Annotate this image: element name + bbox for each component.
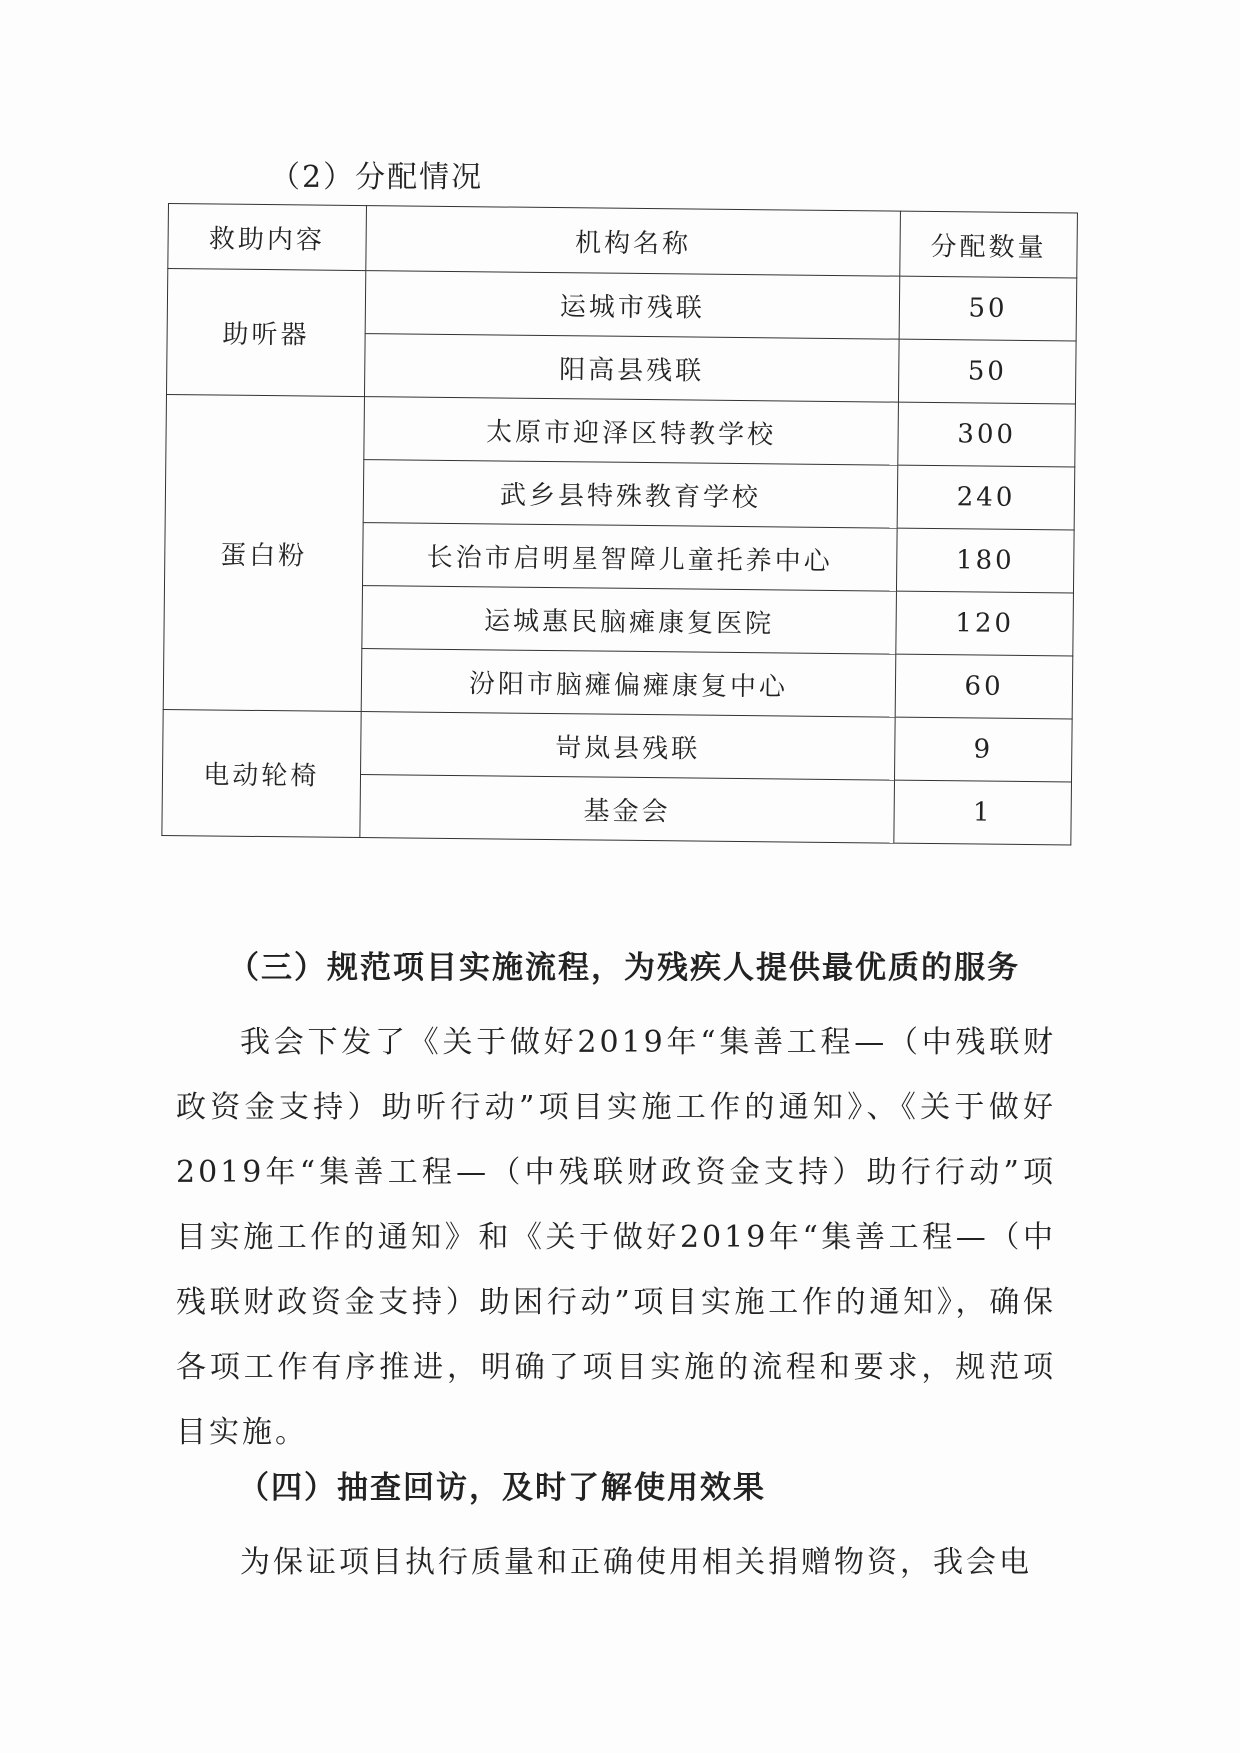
allocation-table xyxy=(161,203,1078,845)
table-row xyxy=(166,394,1076,467)
header-quantity: 分配数量 xyxy=(900,211,1078,278)
table-row xyxy=(167,269,1077,342)
qty-cell: 9 xyxy=(895,717,1073,782)
qty-cell: 180 xyxy=(897,528,1075,593)
qty-cell: 50 xyxy=(899,276,1077,341)
qty-cell: 60 xyxy=(895,654,1073,719)
section-4-body: 为保证项目执行质量和正确使用相关捐赠物资，我会电 xyxy=(240,1545,1032,1580)
qty-cell: 1 xyxy=(894,780,1072,845)
org-cell: 太原市迎泽区特教学校 xyxy=(364,397,899,466)
category-cell: 电动轮椅 xyxy=(162,709,361,837)
qty-cell: 50 xyxy=(899,339,1077,404)
org-cell: 阳高县残联 xyxy=(364,334,899,403)
org-cell: 运城市残联 xyxy=(365,271,900,340)
header-org-name: 机构名称 xyxy=(366,206,901,277)
section-4-title: （四）抽查回访，及时了解使用效果 xyxy=(238,1470,766,1506)
org-cell: 武乡县特殊教育学校 xyxy=(363,460,898,529)
category-cell: 蛋白粉 xyxy=(163,394,364,711)
org-cell: 运城惠民脑瘫康复医院 xyxy=(362,586,897,655)
table-header-row xyxy=(168,204,1078,279)
qty-cell: 300 xyxy=(898,402,1076,467)
header-aid-content: 救助内容 xyxy=(168,204,366,271)
category-cell: 助听器 xyxy=(166,269,365,397)
org-cell: 长治市启明星智障儿童托养中心 xyxy=(362,523,897,592)
qty-cell: 120 xyxy=(896,591,1074,656)
org-cell: 岢岚县残联 xyxy=(360,712,895,781)
org-cell: 汾阳市脑瘫偏瘫康复中心 xyxy=(361,649,896,718)
subheading-allocation: （2）分配情况 xyxy=(270,160,484,195)
section-3-title: （三）规范项目实施流程，为残疾人提供最优质的服务 xyxy=(228,950,1020,986)
org-cell: 基金会 xyxy=(360,775,895,844)
section-3-body: 我会下发了《关于做好2019年“集善工程—（中残联财政资金支持）助听行动”项目实施工作的通知》、《关于做好2019年“集善工程—（中残联财政资金支持）助行行动”项目实施工作的通知》和《关于做好2019年“集善工程—（中残联财政资金支持）助困行动”项目实施工作的通知》，确保各项工作有序推进，明确了项目实施的流程和要求，规范项目实施。 xyxy=(176,1025,1056,1450)
qty-cell: 240 xyxy=(897,465,1075,530)
table-row xyxy=(163,709,1073,782)
